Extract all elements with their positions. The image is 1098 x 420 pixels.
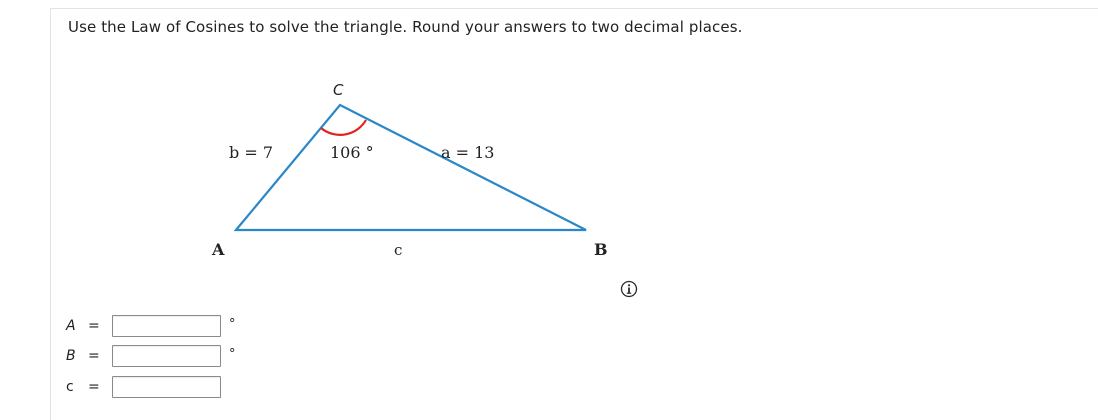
angle-b-input[interactable]: [112, 345, 221, 367]
answer-var-b: B: [66, 348, 76, 364]
angle-a-input[interactable]: [112, 315, 221, 337]
equals-sign: =: [88, 348, 100, 364]
answer-label-a: [66, 318, 108, 334]
vertex-c-label: C: [333, 81, 344, 99]
vertex-a-label: A: [212, 240, 225, 259]
degree-unit-a: °: [229, 316, 236, 332]
angle-c-label: 106 °: [330, 143, 374, 162]
answer-var-a: A: [66, 318, 76, 334]
answer-row-c: [66, 375, 221, 399]
vertex-b-label: B: [594, 240, 608, 259]
answer-row-b: [66, 344, 236, 368]
side-b-label: b = 7: [229, 143, 273, 162]
angle-c-arc: [321, 120, 366, 135]
equals-sign: =: [88, 379, 100, 395]
answer-label-b: [66, 348, 108, 364]
side-a-label: a = 13: [441, 143, 495, 162]
answer-label-c: [66, 379, 108, 395]
triangle: [236, 105, 586, 230]
question-text: Use the Law of Cosines to solve the triangle. Round your answers to two decimal places.: [68, 18, 743, 36]
info-icon[interactable]: [620, 280, 638, 298]
side-c-label: c: [394, 241, 403, 259]
equals-sign: =: [88, 318, 100, 334]
answer-row-a: [66, 314, 236, 338]
degree-unit-b: °: [229, 346, 236, 362]
answer-var-c: c: [66, 379, 74, 395]
side-c-input[interactable]: [112, 376, 221, 398]
